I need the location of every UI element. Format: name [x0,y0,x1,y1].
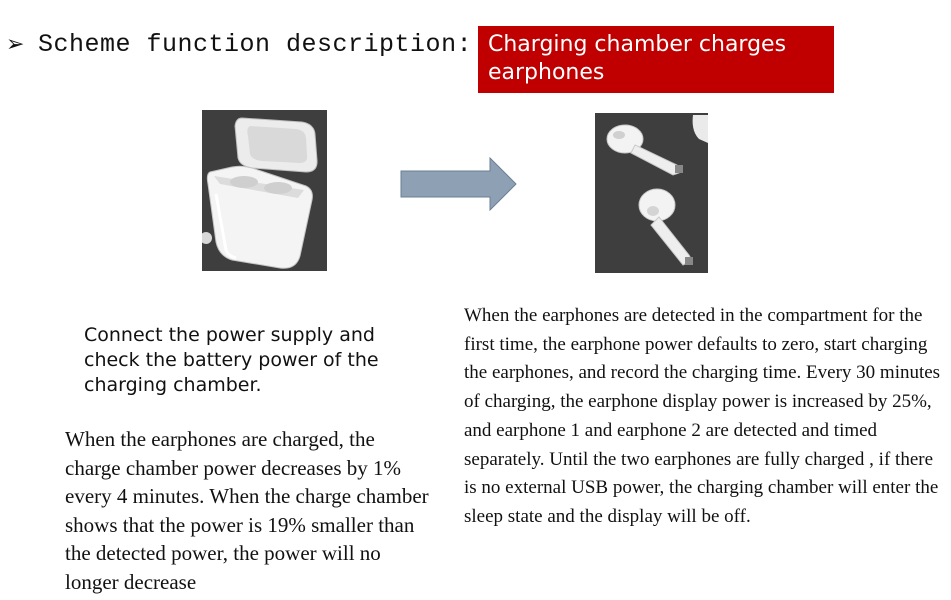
charging-case-open-icon [202,110,327,271]
case-decrease-text: When the earphones are charged, the charge chamber power decreases by 1% every 4 minutes. When the charge chamber shows that the power is 19% smaller than the detected power, the power will no longer decrease [65,427,429,594]
earphone-charging-text: When the earphones are detected in the compartment for the first time, the earphone power defaults to zero, start charging the earphones, and record the charging time. Every 30 minutes of charging, the earphone display power is increased by 25%, and earphone 1 and earphone 2 are detected and timed separately. Until the two earphones are fully charged , if there is no external USB power, the charging chamber will enter the sleep state and the display will be off. [464,305,941,527]
earphones-image [595,113,708,273]
right-arrow-icon [400,157,518,216]
earphones-icon [595,113,708,273]
banner-label: Charging chamber charges earphones [478,26,834,93]
arrowhead-bullet-icon: ➢ [6,32,25,57]
supply-check-text: Connect the power supply and check the battery power of the charging chamber. [84,324,379,396]
charging-case-image [202,110,327,271]
heading-title: Scheme function description: [38,30,473,59]
slide-heading [6,30,472,59]
